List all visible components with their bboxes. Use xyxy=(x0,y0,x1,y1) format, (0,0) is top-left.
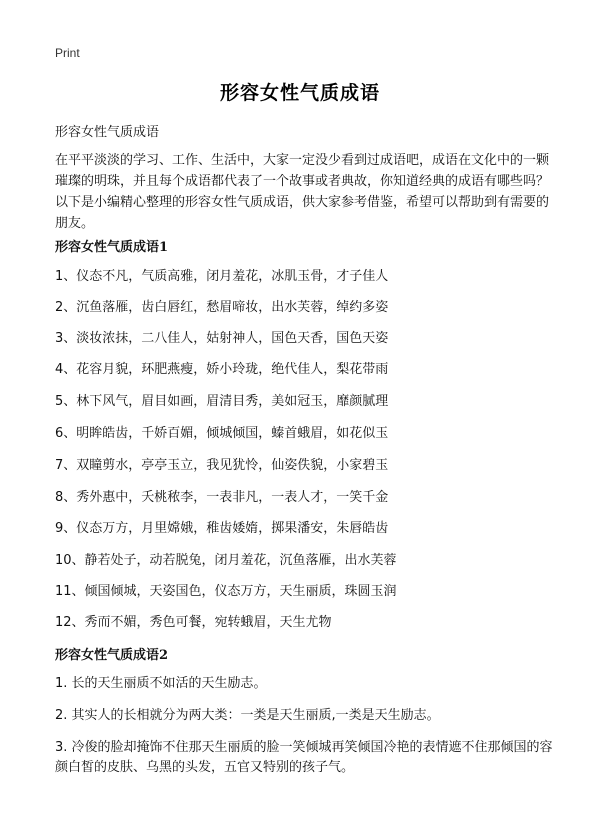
document-subtitle: 形容女性气质成语 xyxy=(55,125,160,140)
idiom-list-item: 5、林下风气，眉目如画，眉清目秀，美如冠玉，靡颜腻理 xyxy=(55,394,389,409)
idiom-list-item: 3、淡妆浓抹，二八佳人，姑射神人，国色天香，国色天姿 xyxy=(55,331,389,346)
document-title: 形容女性气质成语 xyxy=(219,82,380,104)
intro-paragraph: 在平平淡淡的学习、工作、生活中，大家一定没少看到过成语吧，成语在文化中的一颗璀璨的明珠，并且每个成语都代表了一个故事或者典故，你知道经典的成语有哪些吗？以下是小编精心整理的形容女性气质成语，供大家参考借鉴，希望可以帮助到有需要的朋友。 xyxy=(55,153,550,231)
idiom-list-item: 2、沉鱼落雁，齿白唇红，愁眉啼妆，出水芙蓉，绰约多姿 xyxy=(55,300,389,315)
section-heading-1: 形容女性气质成语1 xyxy=(55,240,169,255)
idiom-list-item: 12、秀而不媚，秀色可餐，宛转蛾眉，天生尤物 xyxy=(55,615,332,630)
idiom-list-item: 1、仪态不凡，气质高雅，闭月羞花，冰肌玉骨，才子佳人 xyxy=(55,269,389,284)
idiom-list-item: 6、明眸皓齿，千娇百媚，倾城倾国，螓首蛾眉，如花似玉 xyxy=(55,426,389,441)
sentence-list-item: 2. 其实人的长相就分为两大类：一类是天生丽质,一类是天生励志。 xyxy=(55,708,440,723)
idiom-list-item: 8、秀外惠中，夭桃秾李，一表非凡，一表人才，一笑千金 xyxy=(55,490,389,505)
idiom-list-item: 11、倾国倾城，天姿国色，仪态万方，天生丽质，珠圆玉润 xyxy=(55,584,397,599)
section-heading-2: 形容女性气质成语2 xyxy=(55,648,169,663)
idiom-list-item: 4、花容月貌，环肥燕瘦，娇小玲珑，绝代佳人，梨花带雨 xyxy=(55,362,389,377)
sentence-list-item: 1. 长的天生丽质不如活的天生励志。 xyxy=(55,676,267,691)
idiom-list-item: 7、双瞳剪水，亭亭玉立，我见犹怜，仙姿佚貌，小家碧玉 xyxy=(55,458,389,473)
idiom-list-item: 9、仪态万方，月里嫦娥，稚齿婑媠，掷果潘安，朱唇皓齿 xyxy=(55,521,389,536)
print-link[interactable]: Print xyxy=(55,46,80,60)
sentence-list-item: 3. 冷俊的脸却掩饰不住那天生丽质的脸一笑倾城再笑倾国冷艳的表情遮不住那倾国的容颜白皙的皮肤、乌黑的头发，五官又特别的孩子气。 xyxy=(55,740,553,775)
idiom-list-item: 10、静若处子，动若脱兔，闭月羞花，沉鱼落雁，出水芙蓉 xyxy=(55,553,397,568)
